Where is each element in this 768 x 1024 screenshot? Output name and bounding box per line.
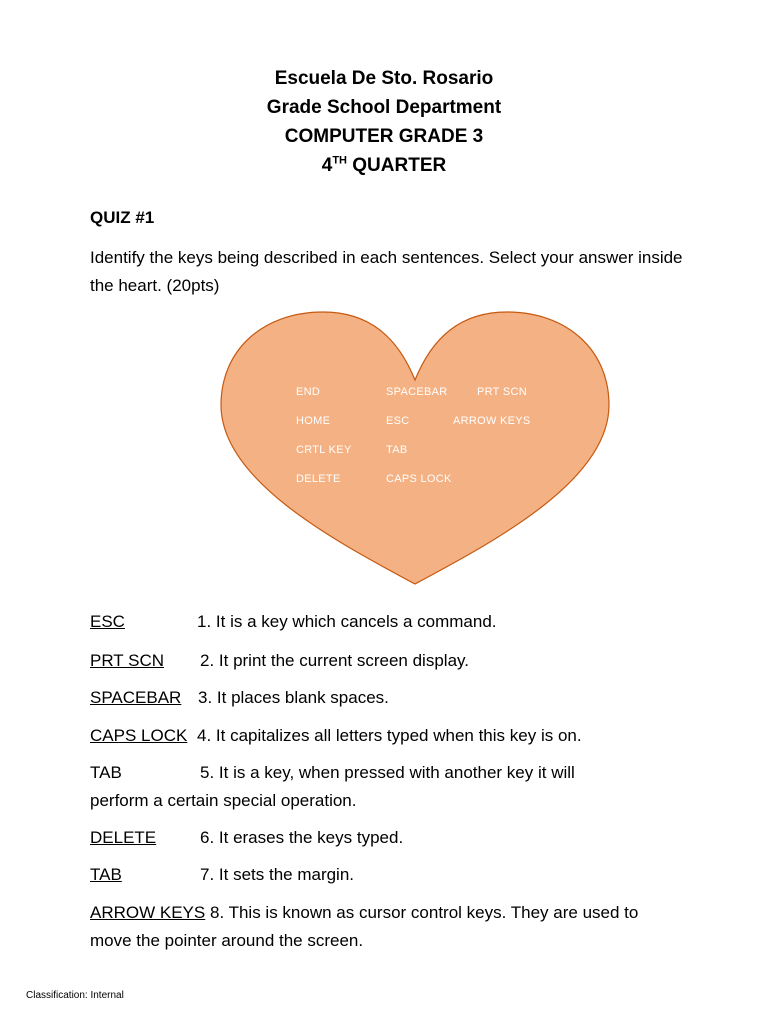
question-6 — [90, 824, 690, 852]
question-1-text: 1. It is a key which cancels a command. — [197, 612, 497, 631]
answer-1: ESC — [90, 612, 125, 631]
question-3 — [90, 684, 690, 712]
quiz-title: QUIZ #1 — [90, 208, 155, 227]
question-3-text: 3. It places blank spaces. — [198, 688, 389, 707]
quarter-title — [0, 151, 768, 180]
question-7 — [90, 861, 690, 889]
choice-crtl-key: CRTL KEY — [296, 444, 352, 456]
school-name: Escuela De Sto. Rosario — [274, 68, 494, 89]
answer-2: PRT SCN — [90, 651, 165, 670]
classification-label: Classification: Internal — [26, 990, 124, 1001]
answer-5: TAB — [90, 763, 122, 782]
question-1 — [90, 608, 690, 636]
choice-spacebar: SPACEBAR — [386, 386, 448, 398]
quarter-word: QUARTER — [352, 155, 447, 176]
choice-delete: DELETE — [296, 473, 341, 485]
choice-arrow-keys: ARROW KEYS — [453, 415, 531, 427]
heart-shape — [218, 310, 612, 586]
quarter-suffix: TH — [332, 154, 347, 167]
document-header — [0, 64, 768, 180]
question-4-text: 4. It capitalizes all letters typed when this key is on. — [197, 726, 582, 745]
answer-heart — [218, 310, 612, 586]
choice-end: END — [296, 386, 321, 398]
subject-title: COMPUTER GRADE 3 — [284, 126, 484, 147]
department-name: Grade School Department — [266, 97, 502, 118]
answer-8: ARROW KEYS — [90, 903, 206, 922]
answer-6: DELETE — [90, 828, 157, 847]
question-5-continued: perform a certain special operation. — [90, 791, 357, 810]
choice-prt-scn: PRT SCN — [477, 386, 527, 398]
choice-tab: TAB — [386, 444, 408, 456]
answer-4: CAPS LOCK — [90, 726, 188, 745]
instructions-text: Identify the keys being described in each sentences. Select your answer inside the heart. (20pts) — [90, 248, 683, 295]
question-8-text: 8. This is known as cursor control keys. They are used to — [209, 903, 639, 922]
quarter-number: 4 — [321, 155, 333, 176]
choice-esc: ESC — [386, 415, 410, 427]
question-7-text: 7. It sets the margin. — [200, 865, 355, 884]
question-5 — [90, 759, 690, 787]
choice-caps-lock: CAPS LOCK — [386, 473, 452, 485]
question-4 — [90, 722, 690, 750]
answer-7: TAB — [90, 865, 122, 884]
question-2-text: 2. It print the current screen display. — [200, 651, 469, 670]
question-8 — [90, 899, 690, 927]
question-2 — [90, 647, 690, 675]
choice-home: HOME — [296, 415, 331, 427]
question-8-continued: move the pointer around the screen. — [90, 931, 364, 950]
answer-3: SPACEBAR — [90, 688, 182, 707]
question-6-text: 6. It erases the keys typed. — [200, 828, 404, 847]
question-5-text: 5. It is a key, when pressed with another key it will — [200, 763, 575, 782]
